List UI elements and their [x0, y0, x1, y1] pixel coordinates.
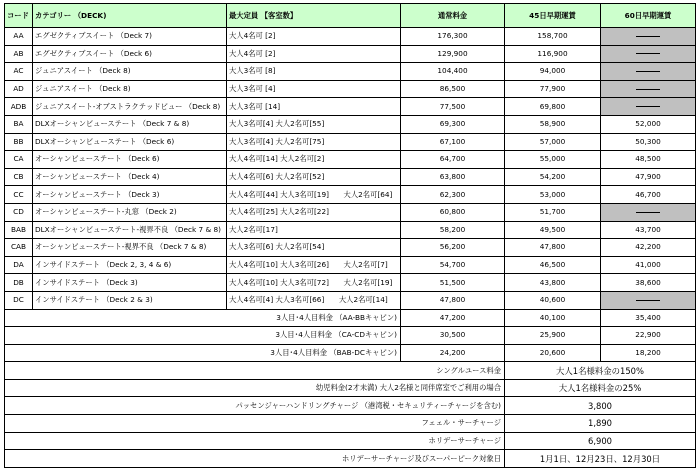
additional-person-label: 3人目･4人目料金 （AA-BBキャビン): [5, 309, 401, 327]
surcharge-row: [5, 379, 696, 397]
cabin-capacity: 大人4名可[25] 大人2名可[22]: [227, 203, 401, 221]
regular-fare: 64,700: [401, 151, 505, 169]
cabin-row: [5, 115, 696, 133]
surcharge-value: 1,890: [505, 415, 696, 433]
dash-mark: [636, 89, 660, 90]
cabin-capacity: 大人3名可[4] 大人2名可[55]: [227, 115, 401, 133]
early-45-fare: 116,900: [505, 45, 601, 63]
additional-person-row: [5, 344, 696, 362]
cabin-category: オーシャンビューステート （Deck 6): [33, 151, 227, 169]
early-60-fare: 52,000: [601, 115, 696, 133]
cabin-row: [5, 80, 696, 98]
cabin-code: AA: [5, 28, 33, 46]
cabin-row: [5, 28, 696, 46]
header-45-day-fare: 45日早期運賃: [505, 4, 601, 28]
fare-table-body: [5, 4, 696, 468]
fare-table: [4, 3, 696, 468]
cabin-capacity: 大人3名可 [4]: [227, 80, 401, 98]
regular-fare: 86,500: [401, 80, 505, 98]
cabin-category: オーシャンビューステート （Deck 4): [33, 168, 227, 186]
cabin-code: AB: [5, 45, 33, 63]
cabin-capacity: 大人4名可 [2]: [227, 28, 401, 46]
early-60-fare: 47,900: [601, 168, 696, 186]
surcharge-value: 大人1名様料金の150%: [505, 362, 696, 380]
surcharge-label: フェェル・サーチャージ: [5, 415, 505, 433]
early-45-fare: 46,500: [505, 256, 601, 274]
cabin-code: CD: [5, 203, 33, 221]
early-60-fare: 46,700: [601, 186, 696, 204]
regular-fare: 56,200: [401, 239, 505, 257]
surcharge-value: 3,800: [505, 397, 696, 415]
regular-fare: 129,900: [401, 45, 505, 63]
regular-fare: 69,300: [401, 115, 505, 133]
regular-fare: 30,500: [401, 327, 505, 345]
early-60-fare-unavailable: [601, 291, 696, 309]
additional-person-row: [5, 327, 696, 345]
cabin-capacity: 大人3名可[4] 大人2名可[75]: [227, 133, 401, 151]
cabin-row: [5, 203, 696, 221]
cabin-category: オーシャンビューステート （Deck 3): [33, 186, 227, 204]
surcharge-row: [5, 415, 696, 433]
regular-fare: 104,400: [401, 63, 505, 81]
regular-fare: 51,500: [401, 274, 505, 292]
early-45-fare: 51,700: [505, 203, 601, 221]
early-45-fare: 54,200: [505, 168, 601, 186]
regular-fare: 47,200: [401, 309, 505, 327]
cabin-category: ジュニアスイート （Deck 8): [33, 80, 227, 98]
early-45-fare: 57,000: [505, 133, 601, 151]
dash-mark: [636, 53, 660, 54]
cabin-row: [5, 63, 696, 81]
surcharge-value: 6,900: [505, 432, 696, 450]
regular-fare: 77,500: [401, 98, 505, 116]
early-60-fare-unavailable: [601, 203, 696, 221]
cabin-category: インサイドステート （Deck 2 & 3): [33, 291, 227, 309]
early-45-fare: 25,900: [505, 327, 601, 345]
surcharge-label: シングルユース料金: [5, 362, 505, 380]
additional-person-label: 3人目･4人目料金 （CA-CDキャビン): [5, 327, 401, 345]
additional-person-label: 3人目･4人目料金 （BAB-DCキャビン): [5, 344, 401, 362]
cabin-category: DLXオーシャンビューステート （Deck 7 & 8): [33, 115, 227, 133]
cabin-capacity: 大人4名可[44] 大人3名可[19] 大人2名可[64]: [227, 186, 401, 204]
cabin-code: BA: [5, 115, 33, 133]
early-60-fare-unavailable: [601, 80, 696, 98]
header-regular-fare: 通常料金: [401, 4, 505, 28]
dash-mark: [636, 36, 660, 37]
regular-fare: 67,100: [401, 133, 505, 151]
header-row: [5, 4, 696, 28]
cabin-code: CC: [5, 186, 33, 204]
early-60-fare-unavailable: [601, 45, 696, 63]
header-capacity: 最大定員 【客室数】: [227, 4, 401, 28]
cabin-row: [5, 98, 696, 116]
surcharge-row: [5, 397, 696, 415]
early-60-fare-unavailable: [601, 63, 696, 81]
cabin-row: [5, 45, 696, 63]
cabin-category: インサイドステート （Deck 2, 3, 4 & 6): [33, 256, 227, 274]
surcharge-label: パッセンジャーハンドリングチャージ （港湾税・セキュリティーチャージを含む): [5, 397, 505, 415]
cabin-category: DLXオーシャンビューステート （Deck 6): [33, 133, 227, 151]
early-45-fare: 53,000: [505, 186, 601, 204]
cabin-row: [5, 274, 696, 292]
surcharge-label: 幼児料金(2才未満) 大人2名様と同伴席室でご利用の場合: [5, 379, 505, 397]
early-60-fare: 18,200: [601, 344, 696, 362]
regular-fare: 47,800: [401, 291, 505, 309]
cabin-code: CA: [5, 151, 33, 169]
cabin-category: オーシャンビューステート-丸窓 （Deck 2): [33, 203, 227, 221]
cabin-row: [5, 151, 696, 169]
cabin-capacity: 大人3名可[6] 大人2名可[54]: [227, 239, 401, 257]
early-45-fare: 40,600: [505, 291, 601, 309]
cabin-capacity: 大人3名可 [8]: [227, 63, 401, 81]
cabin-row: [5, 239, 696, 257]
cabin-row: [5, 256, 696, 274]
surcharge-label: ホリデーサーチャージ: [5, 432, 505, 450]
early-60-fare: 43,700: [601, 221, 696, 239]
regular-fare: 63,800: [401, 168, 505, 186]
cabin-row: [5, 186, 696, 204]
surcharge-row: [5, 450, 696, 468]
early-45-fare: 94,000: [505, 63, 601, 81]
early-45-fare: 49,500: [505, 221, 601, 239]
cabin-category: DLXオーシャンビューステート-視界不良 （Deck 7 & 8): [33, 221, 227, 239]
cabin-capacity: 大人4名可[4] 大人3名可[66] 大人2名可[14]: [227, 291, 401, 309]
early-60-fare: 22,900: [601, 327, 696, 345]
cabin-row: [5, 221, 696, 239]
cabin-code: CB: [5, 168, 33, 186]
early-45-fare: 58,900: [505, 115, 601, 133]
early-60-fare: 50,300: [601, 133, 696, 151]
regular-fare: 62,300: [401, 186, 505, 204]
cabin-capacity: 大人3名可 [14]: [227, 98, 401, 116]
surcharge-value: 大人1名様料金の25%: [505, 379, 696, 397]
dash-mark: [636, 300, 660, 301]
early-45-fare: 43,800: [505, 274, 601, 292]
early-45-fare: 47,800: [505, 239, 601, 257]
early-45-fare: 69,800: [505, 98, 601, 116]
cabin-code: ADB: [5, 98, 33, 116]
early-45-fare: 158,700: [505, 28, 601, 46]
cabin-category: オーシャンビューステート-視界不良 （Deck 7 & 8): [33, 239, 227, 257]
early-45-fare: 55,000: [505, 151, 601, 169]
cabin-code: DA: [5, 256, 33, 274]
early-60-fare: 41,000: [601, 256, 696, 274]
regular-fare: 58,200: [401, 221, 505, 239]
early-45-fare: 20,600: [505, 344, 601, 362]
regular-fare: 24,200: [401, 344, 505, 362]
early-45-fare: 77,900: [505, 80, 601, 98]
dash-mark: [636, 106, 660, 107]
surcharge-row: [5, 432, 696, 450]
cabin-capacity: 大人4名可 [2]: [227, 45, 401, 63]
early-60-fare: 35,400: [601, 309, 696, 327]
cabin-capacity: 大人4名可[6] 大人2名可[52]: [227, 168, 401, 186]
cabin-code: BB: [5, 133, 33, 151]
cabin-capacity: 大人2名可[17]: [227, 221, 401, 239]
header-code: コード: [5, 4, 33, 28]
cabin-code: AC: [5, 63, 33, 81]
cabin-code: DB: [5, 274, 33, 292]
header-category: カテゴリー （DECK): [33, 4, 227, 28]
surcharge-value: 1月1日、12月23日、12月30日: [505, 450, 696, 468]
cabin-category: エグゼクティブスイート （Deck 6): [33, 45, 227, 63]
cabin-row: [5, 291, 696, 309]
cabin-row: [5, 133, 696, 151]
cabin-capacity: 大人4名可[10] 大人3名可[72] 大人2名可[19]: [227, 274, 401, 292]
cabin-category: インサイドステート （Deck 3): [33, 274, 227, 292]
early-60-fare: 38,600: [601, 274, 696, 292]
regular-fare: 176,300: [401, 28, 505, 46]
additional-person-row: [5, 309, 696, 327]
early-60-fare-unavailable: [601, 28, 696, 46]
cabin-code: AD: [5, 80, 33, 98]
early-60-fare: 48,500: [601, 151, 696, 169]
early-60-fare: 42,200: [601, 239, 696, 257]
cabin-code: DC: [5, 291, 33, 309]
header-60-day-fare: 60日早期運賃: [601, 4, 696, 28]
dash-mark: [636, 212, 660, 213]
surcharge-row: [5, 362, 696, 380]
dash-mark: [636, 71, 660, 72]
cabin-code: CAB: [5, 239, 33, 257]
regular-fare: 54,700: [401, 256, 505, 274]
cabin-category: ジュニアスイート-オブストラクテッドビュー （Deck 8): [33, 98, 227, 116]
regular-fare: 60,800: [401, 203, 505, 221]
cabin-code: BAB: [5, 221, 33, 239]
cabin-category: ジュニアスイート （Deck 8): [33, 63, 227, 81]
cabin-row: [5, 168, 696, 186]
cabin-capacity: 大人4名可[10] 大人3名可[26] 大人2名可[7]: [227, 256, 401, 274]
early-60-fare-unavailable: [601, 98, 696, 116]
early-45-fare: 40,100: [505, 309, 601, 327]
surcharge-label: ホリデーサーチャージ及びスーパーピーク対象日: [5, 450, 505, 468]
cabin-capacity: 大人4名可[14] 大人2名可[2]: [227, 151, 401, 169]
cabin-category: エグゼクティブスイート （Deck 7): [33, 28, 227, 46]
